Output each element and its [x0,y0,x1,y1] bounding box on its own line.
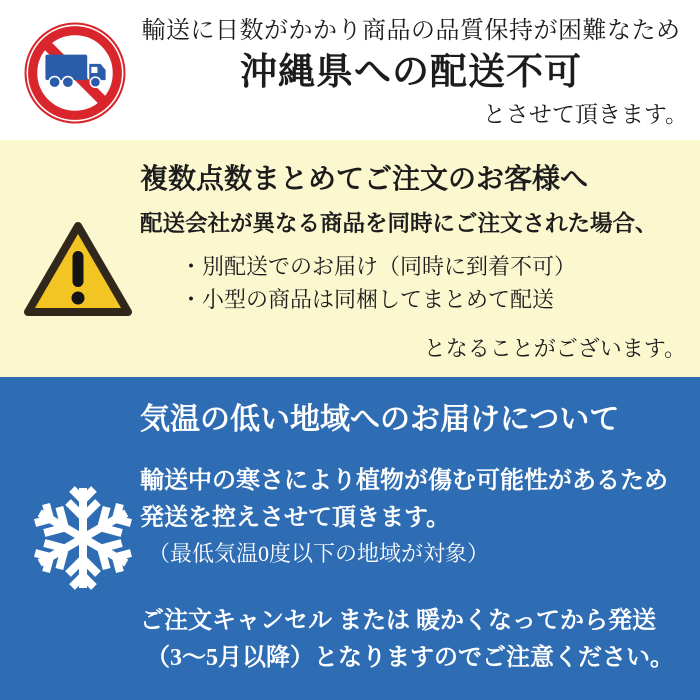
cold-region-note: （最低気温0度以下の地域が対象） [148,541,490,566]
okinawa-closing-text: とさせて頂きます。 [482,102,688,127]
multi-order-heading: 複数点数まとめてご注文のお客様へ [140,164,589,195]
cold-region-section [0,377,700,700]
cold-region-heading: 気温の低い地域へのお届けについて [140,403,620,436]
multi-order-bullet-1: ・別配送でのお届け（同時に到着不可） [180,254,577,279]
snowflake-icon [26,481,140,595]
multi-order-bullet-2: ・小型の商品は同梱してまとめて配送 [180,287,555,312]
multi-order-closing: となることがございます。 [423,336,686,361]
cold-region-body-1: 輸送中の寒さにより植物が傷む可能性があるため [140,468,668,494]
multi-order-intro: 配送会社が異なる商品を同時にご注文された場合、 [140,211,658,236]
no-truck-prohibition-icon [24,22,126,124]
okinawa-reason-text: 輸送に日数がかかり商品の品質保持が困難なため [141,18,681,44]
cold-region-notice-2: （3～5月以降）となりますのでご注意ください。 [146,645,674,671]
warning-triangle-icon [20,218,136,324]
cold-region-notice-1: ご注文キャンセル または 暖かくなってから発送 [140,608,656,634]
okinawa-headline: 沖縄県への配送不可 [240,52,582,93]
okinawa-no-delivery-section [0,0,700,140]
cold-region-body-2: 発送を控えさせて頂きます。 [140,505,451,531]
multi-order-section [0,140,700,377]
